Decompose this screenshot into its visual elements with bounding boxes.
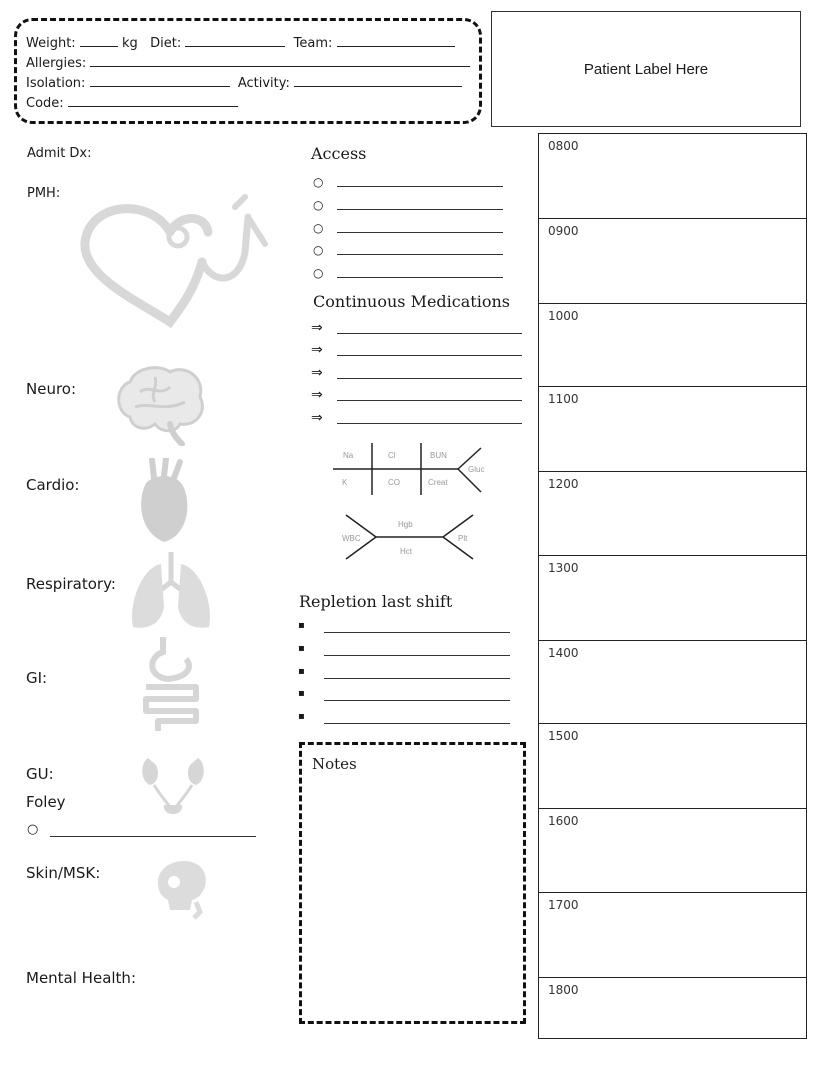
lungs-icon: [128, 552, 214, 632]
repletion-bullet: ▪: [298, 643, 305, 654]
code-field[interactable]: [68, 95, 238, 107]
access-line[interactable]: [337, 232, 503, 233]
timeline-slot[interactable]: [539, 471, 806, 555]
patient-label-box: [491, 11, 801, 127]
access-title: Access: [311, 144, 367, 163]
timeline-slot[interactable]: [539, 303, 806, 386]
time-label: 0800: [548, 139, 579, 153]
lab-hgb: Hgb: [398, 520, 413, 529]
allergies-field[interactable]: [90, 55, 470, 67]
access-line[interactable]: [337, 209, 503, 210]
timeline-slot[interactable]: [539, 134, 806, 218]
access-bullet: ○: [313, 175, 324, 189]
repletion-bullet: ▪: [298, 666, 305, 677]
kidney-icon: [140, 753, 206, 823]
repletion-line[interactable]: [324, 632, 510, 633]
lab-k: K: [342, 478, 348, 487]
med-line[interactable]: [337, 333, 522, 334]
notes-title: Notes: [312, 755, 357, 773]
repletion-line[interactable]: [324, 723, 510, 724]
time-label: 0900: [548, 224, 579, 238]
time-label: 1300: [548, 561, 579, 575]
hourly-timeline: [538, 133, 807, 1039]
digestive-icon: [138, 637, 204, 732]
skull-icon: [148, 852, 212, 920]
timeline-slot[interactable]: [539, 723, 806, 808]
weight-unit: kg: [121, 36, 138, 51]
repletion-bullet: ▪: [298, 620, 305, 631]
access-bullet: ○: [313, 221, 324, 235]
med-arrow-icon: ⇒: [311, 365, 323, 381]
time-label: 1800: [548, 983, 579, 997]
skin-msk-label: Skin/MSK:: [26, 864, 101, 882]
timeline-slot[interactable]: [539, 218, 806, 303]
repletion-title: Repletion last shift: [299, 592, 453, 611]
pmh-label: PMH:: [27, 186, 61, 201]
heart-stethoscope-icon: [70, 192, 275, 332]
lab-creat: Creat: [428, 478, 448, 487]
timeline-slot[interactable]: [539, 977, 806, 1037]
time-label: 1700: [548, 898, 579, 912]
med-arrow-icon: ⇒: [311, 387, 323, 403]
weight-label: Weight:: [26, 36, 76, 51]
brain-icon: [110, 362, 210, 446]
lab-co: CO: [388, 478, 400, 487]
time-label: 1000: [548, 309, 579, 323]
med-arrow-icon: ⇒: [311, 320, 323, 336]
weight-field[interactable]: [80, 35, 118, 47]
lab-plt: Plt: [458, 534, 468, 543]
repletion-line[interactable]: [324, 700, 510, 701]
time-label: 1600: [548, 814, 579, 828]
gi-label: GI:: [26, 669, 48, 687]
activity-label: Activity:: [237, 76, 290, 91]
admit-dx-label: Admit Dx:: [27, 146, 92, 161]
cardio-label: Cardio:: [26, 476, 80, 494]
access-bullet: ○: [313, 266, 324, 280]
repletion-line[interactable]: [324, 678, 510, 679]
repletion-bullet: ▪: [298, 688, 305, 699]
bmp-fishbone-diagram: [333, 440, 493, 500]
patient-label-text: Patient Label Here: [583, 60, 709, 78]
lab-bun: BUN: [430, 451, 447, 460]
team-label: Team:: [293, 36, 333, 51]
respiratory-label: Respiratory:: [26, 575, 116, 593]
med-line[interactable]: [337, 400, 522, 401]
time-label: 1500: [548, 729, 579, 743]
isolation-label: Isolation:: [26, 76, 86, 91]
timeline-slot[interactable]: [539, 555, 806, 640]
med-arrow-icon: ⇒: [311, 410, 323, 426]
lab-cl: Cl: [388, 451, 396, 460]
access-bullet: ○: [313, 198, 324, 212]
lab-wbc: WBC: [342, 534, 361, 543]
team-field[interactable]: [337, 35, 455, 47]
lab-na: Na: [343, 451, 354, 460]
access-line[interactable]: [337, 277, 503, 278]
code-label: Code:: [26, 96, 64, 111]
lab-gluc: Gluc: [468, 465, 485, 474]
repletion-bullet: ▪: [298, 711, 305, 722]
mental-health-label: Mental Health:: [26, 969, 136, 987]
foley-label: Foley: [26, 793, 66, 811]
access-line[interactable]: [337, 186, 503, 187]
cbc-fishbone-diagram: [338, 512, 488, 562]
continuous-medications-title: Continuous Medications: [313, 292, 510, 311]
isolation-field[interactable]: [90, 75, 230, 87]
diet-field[interactable]: [185, 35, 285, 47]
heart-organ-icon: [136, 458, 192, 544]
time-label: 1100: [548, 392, 579, 406]
timeline-slot[interactable]: [539, 892, 806, 977]
allergies-label: Allergies:: [26, 56, 87, 71]
med-line[interactable]: [337, 378, 522, 379]
foley-bullet: ○: [27, 822, 39, 837]
med-line[interactable]: [337, 355, 522, 356]
neuro-label: Neuro:: [26, 380, 77, 398]
notes-box[interactable]: [299, 742, 526, 1024]
lab-hct: Hct: [400, 547, 412, 556]
patient-info-box: [14, 18, 482, 124]
diet-label: Diet:: [150, 36, 182, 51]
timeline-slot[interactable]: [539, 640, 806, 723]
access-bullet: ○: [313, 243, 324, 257]
access-line[interactable]: [337, 254, 503, 255]
foley-line[interactable]: [50, 836, 256, 837]
repletion-line[interactable]: [324, 655, 510, 656]
med-line[interactable]: [337, 423, 522, 424]
timeline-slot[interactable]: [539, 386, 806, 471]
med-arrow-icon: ⇒: [311, 342, 323, 358]
gu-label: GU:: [26, 765, 54, 783]
time-label: 1200: [548, 477, 579, 491]
time-label: 1400: [548, 646, 579, 660]
activity-field[interactable]: [294, 75, 462, 87]
timeline-slot[interactable]: [539, 808, 806, 892]
